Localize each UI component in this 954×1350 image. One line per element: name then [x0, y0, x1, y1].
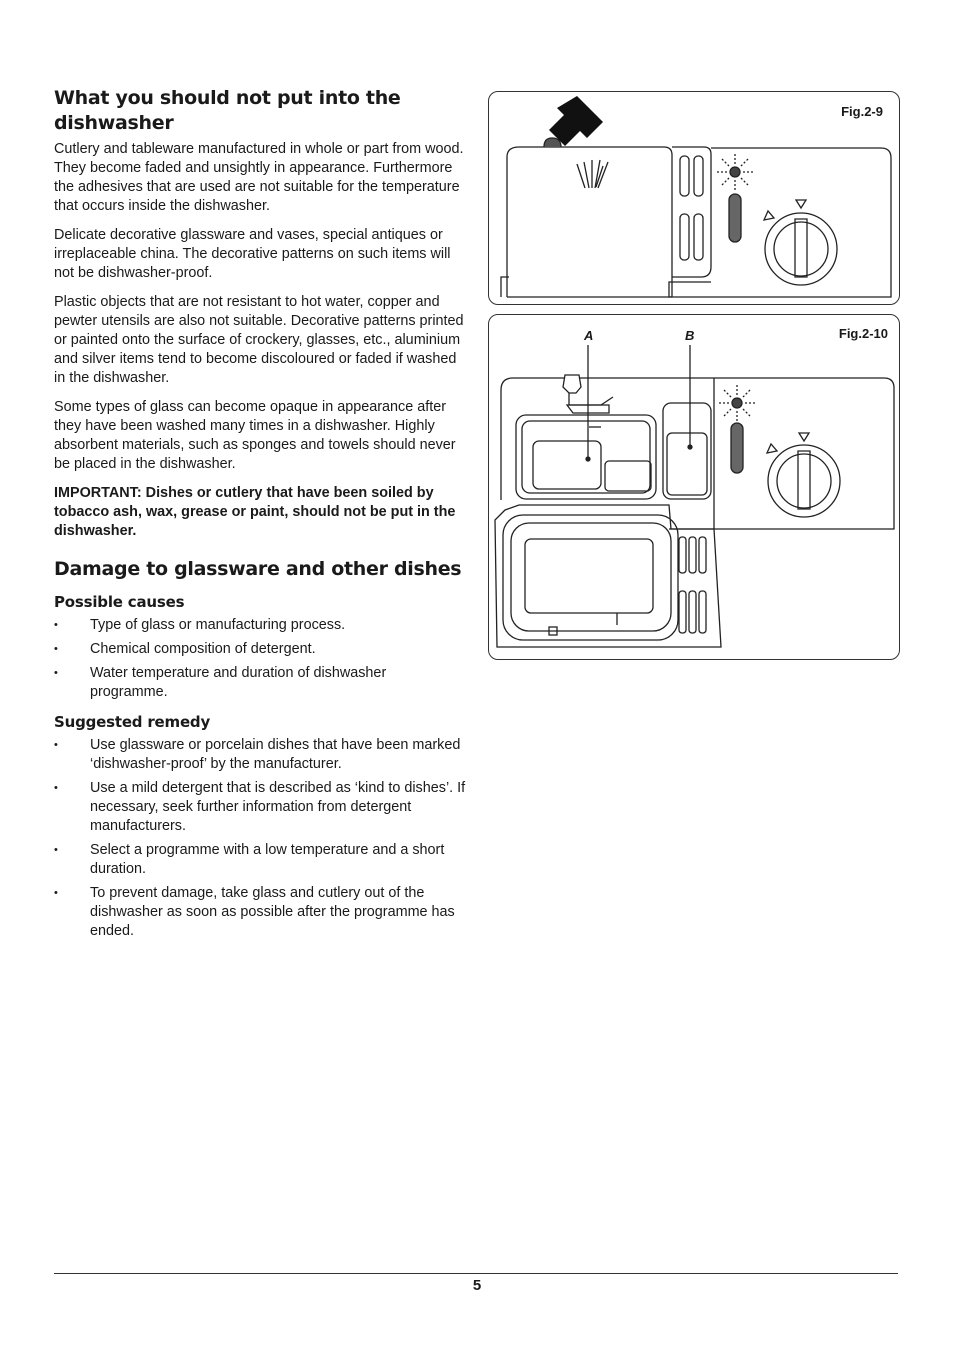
heading-damage: Damage to glassware and other dishes [54, 558, 462, 580]
remedies-list [54, 736, 466, 941]
figure-label-2-10: Fig.2-10 [838, 326, 888, 341]
page-number: 5 [472, 1277, 482, 1294]
list-item: • Type of glass or manufacturing process. [54, 616, 466, 635]
list-item: • To prevent damage, take glass and cutlery out of the dishwasher as soon as possible after the programme has ended. [54, 884, 466, 941]
paragraph-opaque-glass: Some types of glass can become opaque in appearance after they have been washed many times in a dishwasher. Highly absorbent materials, such as sponges and towels should never be placed in the dishwasher. [54, 399, 456, 472]
heading-possible-causes: Possible causes [54, 593, 185, 611]
important-text: Dishes or cutlery that have been soiled by tobacco ash, wax, grease or paint, should not be put in the dishwasher. [54, 485, 456, 539]
paragraph-wood: Cutlery and tableware manufactured in whole or part from wood. They become faded and unsightly in appearance. Furthermore the adhesives that are used are not suitable for the temperature that occurs inside the dishwasher. [54, 141, 464, 214]
figure-2-10 [488, 314, 900, 660]
list-item: • Chemical composition of detergent. [54, 640, 466, 659]
important-label: IMPORTANT: [54, 485, 142, 501]
figure-2-9 [488, 91, 900, 305]
list-item: • Use a mild detergent that is described as ‘kind to dishes’. If necessary, seek further information from detergent manufacturers. [54, 779, 466, 836]
heading-suggested-remedy: Suggested remedy [54, 713, 211, 731]
detergent-dispenser-open-illustration [489, 315, 899, 659]
paragraph-plastic: Plastic objects that are not resistant to hot water, copper and pewter utensils are also not suitable. Decorative patterns printed or painted onto the surface of crockery, glasses, etc., aluminium and silver items tend to become discoloured or faded if washed in the dishwasher. [54, 294, 464, 386]
footer-divider [54, 1273, 898, 1274]
important-notice [54, 484, 466, 541]
list-item: • Use glassware or porcelain dishes that have been marked ‘dishwasher-proof’ by the manufacturer. [54, 736, 466, 774]
list-item: • Select a programme with a low temperature and a short duration. [54, 841, 466, 879]
detergent-dispenser-closed-illustration [489, 92, 899, 304]
causes-list [54, 616, 466, 702]
callout-a: A [584, 328, 594, 343]
main-text-column [54, 86, 466, 946]
figure-label-2-9: Fig.2-9 [841, 104, 883, 119]
heading-what-not-to-put: What you should not put into the dishwasher [54, 87, 401, 134]
callout-b: B [685, 328, 695, 343]
list-item: • Water temperature and duration of dishwasher programme. [54, 664, 466, 702]
paragraph-glassware: Delicate decorative glassware and vases, special antiques or irreplaceable china. The decorative patterns on such items will not be dishwasher-proof. [54, 227, 451, 281]
